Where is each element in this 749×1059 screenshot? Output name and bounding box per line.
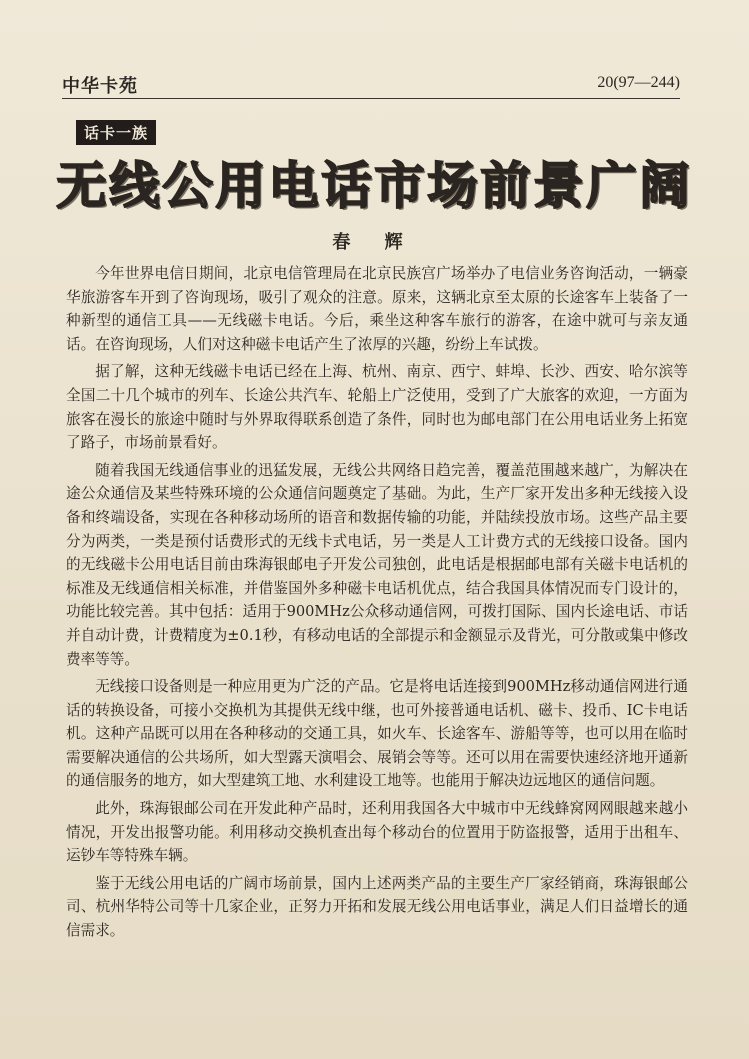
paragraph: 无线接口设备则是一种应用更为广泛的产品。它是将电话连接到900MHz移动通信网进行通话的转换设备，可接小交换机为其提供无线中继，也可外接普通电话机、磁卡、投币、IC卡电话机。这种产品既可以用在各种移动的交通工具，如火车、长途客车、游船等等，也可以用在临时需要解决通信的公共场所，如大型露天演唱会、展销会等等。还可以用在需要快速经济地开通新的通信服务的地方，如大型建筑工地、水利建设工地等。也能用于解决边远地区的通信问题。 <box>66 678 688 790</box>
paragraph: 此外，珠海银邮公司在开发此种产品时，还利用我国各大中城市中无线蜂窝网网眼越来越小情况，开发出报警功能。利用移动交换机查出每个移动台的位置用于防盗报警，适用于出租车、运钞车等特殊车辆。 <box>66 800 688 865</box>
page-number: 20(97—244) <box>597 74 680 91</box>
paragraph: 鉴于无线公用电话的广阔市场前景，国内上述两类产品的主要生产厂家经销商，珠海银邮公司、杭州华特公司等十几家企业，正努力开拓和发展无线公用电话事业，满足人们日益增长的通信需求。 <box>66 874 688 940</box>
journal-name: 中华卡苑 <box>62 76 138 97</box>
paragraph: 随着我国无线通信事业的迅猛发展，无线公共网络日趋完善，覆盖范围越来越广，为解决在途公众通信及某些特殊环境的公众通信问题奠定了基础。为此，生产厂家开发出多种无线接入设备和终端设备，实现在各种移动场所的语音和数据传输的功能，并陆续投放市场。这些产品主要分为两类，一类是预付话费形式的无线卡式电话，另一类是人工计费方式的无线接口设备。国内的无线磁卡公用电话目前由珠海银邮电子开发公司独创，此电话是根据邮电部有关磁卡电话机的标准及无线通信相关标准，并借鉴国外多种磁卡电话机优点，结合我国具体情况而专门设计的，功能比较完善。其中包括：适用于900MHz公众移动通信网，可拨打国际、国内长途电话、市话并自动计费，计费精度为±0.1秒，有移动电话的全部提示和金额显示及背光，可分散或集中修改费率等等。 <box>66 461 688 668</box>
column-tag: 话卡一族 <box>76 120 156 145</box>
article-title: 无线公用电话市场前景广阔 <box>56 157 693 215</box>
page-header <box>62 72 680 99</box>
article-body <box>66 262 688 947</box>
paragraph: 据了解，这种无线磁卡电话已经在上海、杭州、南京、西宁、蚌埠、长沙、西安、哈尔滨等全国二十几个城市的列车、长途公共汽车、轮船上广泛使用，受到了广大旅客的欢迎，一方面为旅客在漫长的旅途中随时与外界取得联系创造了条件，同时也为邮电部门在公用电话业务上拓宽了路子，市场前景看好。 <box>66 363 688 452</box>
article-author: 春 辉 <box>332 232 417 253</box>
paragraph: 今年世界电信日期间，北京电信管理局在北京民族宫广场举办了电信业务咨询活动，一辆豪华旅游客车开到了咨询现场，吸引了观众的注意。原来，这辆北京至太原的长途客车上装备了一种新型的通信工具——无线磁卡电话。今后，乘坐这种客车旅行的游客，在途中就可与亲友通话。在咨询现场，人们对这种磁卡电话产生了浓厚的兴趣，纷纷上车试拨。 <box>66 265 688 353</box>
